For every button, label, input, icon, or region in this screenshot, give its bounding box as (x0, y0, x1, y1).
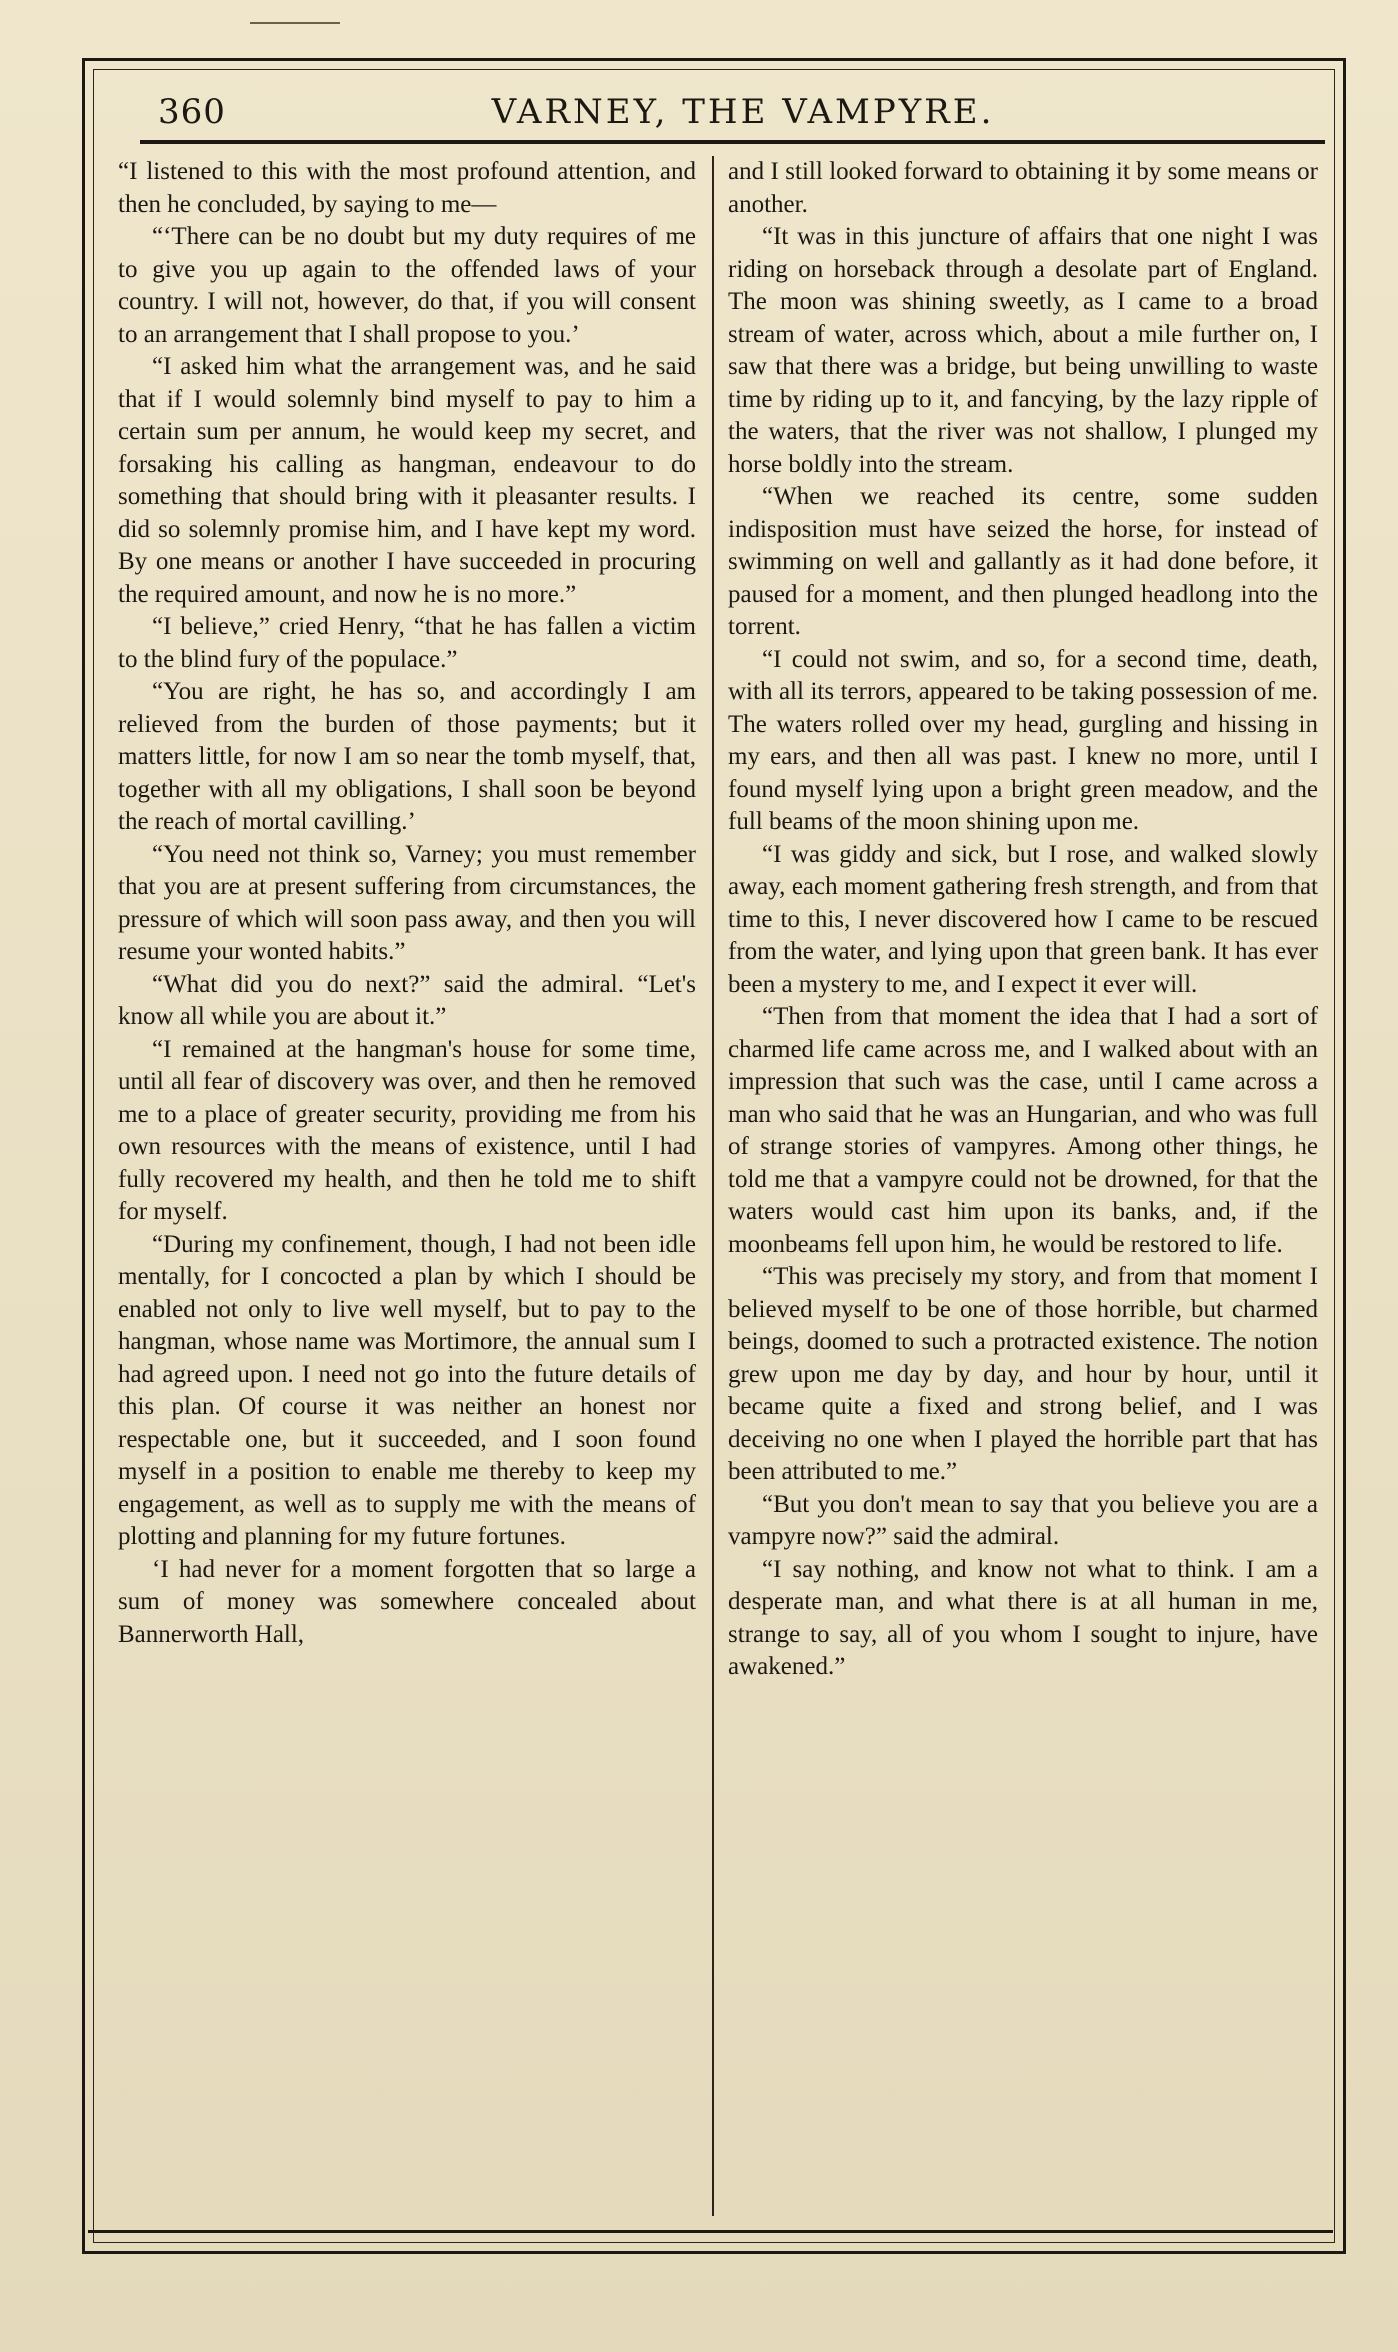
paragraph: “I listened to this with the most profound attention, and then he concluded, by saying to me— (118, 158, 696, 218)
paragraph: “What did you do next?” said the admiral. “Let's know all while you are about it.” (118, 970, 696, 1030)
paragraph: “I say nothing, and know not what to think. I am a desperate man, and what there is at all human in me, strange to say, all of you whom I sought to injure, have awakened.” (728, 1555, 1318, 1680)
paragraph: “You need not think so, Varney; you must remember that you are at present suffering from circumstances, the pressure of which will soon pass away, and then you will resume your wonted habits.” (118, 840, 696, 965)
paragraph: “It was in this juncture of affairs that one night I was riding on horseback through a desolate part of England. The moon was shining sweetly, as I came to a broad stream of water, across which, about a mile further on, I saw that there was a bridge, but being unwilling to waste time by riding up to it, and fancying, by the lazy ripple of the waters, that the river was not shallow, I plunged my horse boldly into the stream. (728, 223, 1318, 478)
column-divider (712, 156, 714, 2216)
paragraph: “I asked him what the arrangement was, and he said that if I would solemnly bind myself to pay to him a certain sum per annum, he would keep my secret, and forsaking his calling as hangman, endeavour to do something that should bring with it pleasanter results. I did so solemnly promise him, and I have kept my word. By one means or another I have succeeded in procuring the required amount, and now he is no more.” (118, 353, 696, 608)
paragraph: “During my confinement, though, I had not been idle mentally, for I concocted a plan by which I should be enabled not only to live well myself, but to pay to the hangman, whose name was Mortimore, the annual sum I had agreed upon. I need not go into the future details of this plan. Of course it was neither an honest nor respectable one, but it succeeded, and I soon found myself in a position to enable me thereby to keep my engagement, as well as to supply me with the means of plotting and planning for my future fortunes. (118, 1230, 696, 1550)
print-mark (250, 22, 340, 24)
paragraph: ‘I had never for a moment forgotten that so large a sum of money was somewhere concealed about Bannerworth Hall, (118, 1555, 696, 1648)
bottom-rule (88, 2230, 1333, 2233)
paragraph: “I remained at the hangman's house for some time, until all fear of discovery was over, and then he removed me to a place of greater security, providing me from his own resources with the means of existence, until I had fully recovered my health, and then he told me to shift for myself. (118, 1035, 696, 1225)
page-number: 360 (158, 92, 226, 132)
paragraph: “‘There can be no doubt but my duty requires of me to give you up again to the offended laws of your country. I will not, however, do that, if you will consent to an arrangement that I shall propose to you.’ (118, 223, 696, 348)
running-title: VARNEY, THE VAMPYRE. (491, 92, 995, 132)
paragraph: “I was giddy and sick, but I rose, and walked slowly away, each moment gathering fresh strength, and from that time to this, I never discovered how I came to be rescued from the water, and lying upon that green bank. It has ever been a mystery to me, and I expect it ever will. (728, 840, 1318, 998)
paragraph: “When we reached its centre, some sudden indisposition must have seized the horse, for instead of swimming on well and gallantly as it had done before, it paused for a moment, and then plunged headlong into the torrent. (728, 483, 1318, 640)
page-header (158, 88, 1328, 148)
right-text-column (728, 156, 1318, 2216)
paragraph: “You are right, he has so, and accordingly I am relieved from the burden of those payments; but it matters little, for now I am so near the tomb myself, that, together with all my obligations, I shall soon be beyond the reach of mortal cavilling.’ (118, 678, 696, 835)
paragraph: “This was precisely my story, and from that moment I believed myself to be one of those horrible, but charmed beings, doomed to such a protracted existence. The notion grew upon me day by day, and hour by hour, until it became quite a fixed and strong belief, and I was deceiving no one when I played the horrible part that has been attributed to me.” (728, 1263, 1318, 1485)
paragraph: “I believe,” cried Henry, “that he has fallen a victim to the blind fury of the populace.” (118, 613, 696, 673)
left-text-column (118, 156, 696, 2216)
header-rule (140, 140, 1325, 144)
paragraph: “I could not swim, and so, for a second time, death, with all its terrors, appeared to be taking possession of me. The waters rolled over my head, gurgling and hissing in my ears, and then all was past. I knew no more, until I found myself lying upon a bright green meadow, and the full beams of the moon shining upon me. (728, 645, 1318, 835)
paragraph: “Then from that moment the idea that I had a sort of charmed life came across me, and I walked about with an impression that such was the case, until I came across a man who said that he was an Hungarian, and who was full of strange stories of vampyres. Among other things, he told me that a vampyre could not be drowned, for that the waters would cast him upon its banks, and, if the moonbeams fell upon him, he would be restored to life. (728, 1003, 1318, 1258)
paragraph: and I still looked forward to obtaining it by some means or another. (728, 158, 1318, 218)
paragraph: “But you don't mean to say that you believe you are a vampyre now?” said the admiral. (728, 1490, 1318, 1550)
